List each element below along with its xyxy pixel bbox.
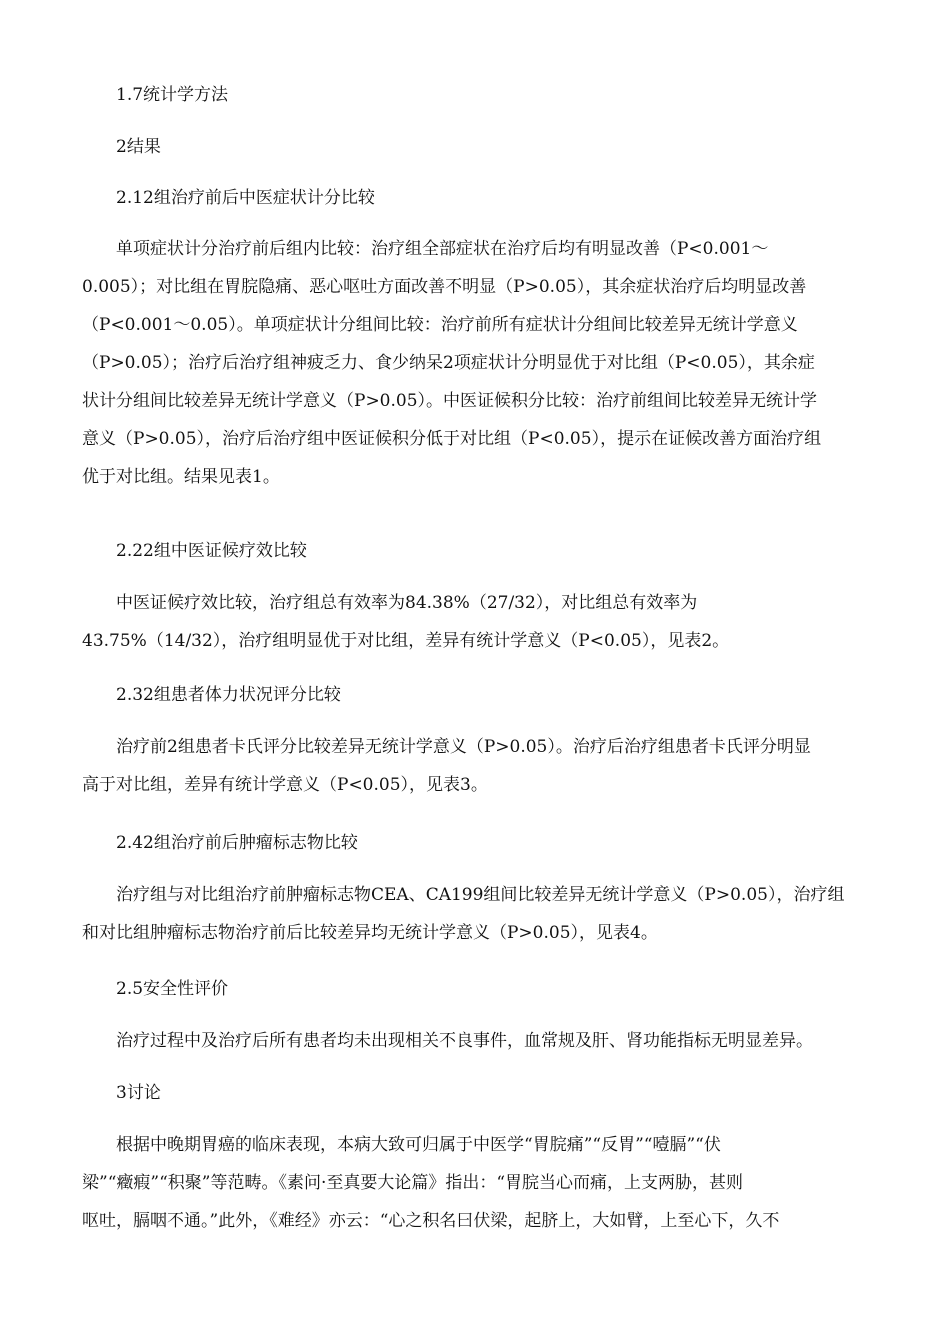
heading-2-4: 2.42组治疗前后肿瘤标志物比较 (116, 833, 358, 853)
text-line: 根据中晚期胃癌的临床表现，本病大致可归属于中医学“胃脘痛”“反胃”“噎膈”“伏 (116, 1135, 721, 1155)
paragraph-2-2 (82, 584, 862, 660)
heading-2-1: 2.12组治疗前后中医症状计分比较 (116, 188, 375, 208)
text-line: 0.005）；对比组在胃脘隐痛、恶心呕吐方面改善不明显（P>0.05），其余症状治疗后均明显改善 (82, 277, 807, 297)
heading-2-3: 2.32组患者体力状况评分比较 (116, 685, 341, 705)
paragraph-2-3 (82, 728, 862, 804)
heading-2-5: 2.5安全性评价 (116, 979, 229, 999)
text-line: 呕吐，膈咽不通。”此外，《难经》亦云：“心之积名曰伏梁，起脐上，大如臂，上至心下，久不 (82, 1211, 780, 1231)
paragraph-2-5 (82, 1022, 862, 1060)
text-line: 43.75%（14/32），治疗组明显优于对比组，差异有统计学意义（P<0.05），见表2。 (82, 631, 730, 651)
paragraph-2-1 (82, 230, 862, 496)
heading-2-2: 2.22组中医证候疗效比较 (116, 541, 307, 561)
heading-2-results: 2结果 (116, 137, 161, 157)
text-line: （P>0.05）；治疗后治疗组神疲乏力、食少纳呆2项症状计分明显优于对比组（P<0.05），其余症 (82, 353, 815, 373)
text-line: 治疗前2组患者卡氏评分比较差异无统计学意义（P>0.05）。治疗后治疗组患者卡氏评分明显 (116, 737, 811, 757)
text-line: 治疗过程中及治疗后所有患者均未出现相关不良事件，血常规及肝、肾功能指标无明显差异。 (116, 1031, 813, 1051)
text-line: 状计分组间比较差异无统计学意义（P>0.05）。中医证候积分比较：治疗前组间比较差异无统计学 (82, 391, 818, 411)
paragraph-2-4 (82, 876, 862, 952)
text-line: 单项症状计分治疗前后组内比较：治疗组全部症状在治疗后均有明显改善（P<0.001～ (116, 239, 769, 259)
text-line: 和对比组肿瘤标志物治疗前后比较差异均无统计学意义（P>0.05），见表4。 (82, 923, 658, 943)
text-line: 治疗组与对比组治疗前肿瘤标志物CEA、CA199组间比较差异无统计学意义（P>0.05），治疗组 (116, 885, 845, 905)
paragraph-3 (82, 1126, 862, 1240)
heading-3-discussion: 3讨论 (116, 1083, 161, 1103)
heading-1-7: 1.7统计学方法 (116, 85, 229, 105)
text-line: 中医证候疗效比较，治疗组总有效率为84.38%（27/32），对比组总有效率为 (116, 593, 698, 613)
text-line: 意义（P>0.05），治疗后治疗组中医证候积分低于对比组（P<0.05），提示在证候改善方面治疗组 (82, 429, 822, 449)
text-line: （P<0.001～0.05）。单项症状计分组间比较：治疗前所有症状计分组间比较差异无统计学意义 (82, 315, 798, 335)
text-line: 梁”“癥瘕”“积聚”等范畴。《素问·至真要大论篇》指出：“胃脘当心而痛，上支两胁，甚则 (82, 1173, 744, 1193)
text-line: 优于对比组。结果见表1。 (82, 467, 280, 487)
text-line: 高于对比组，差异有统计学意义（P<0.05），见表3。 (82, 775, 488, 795)
